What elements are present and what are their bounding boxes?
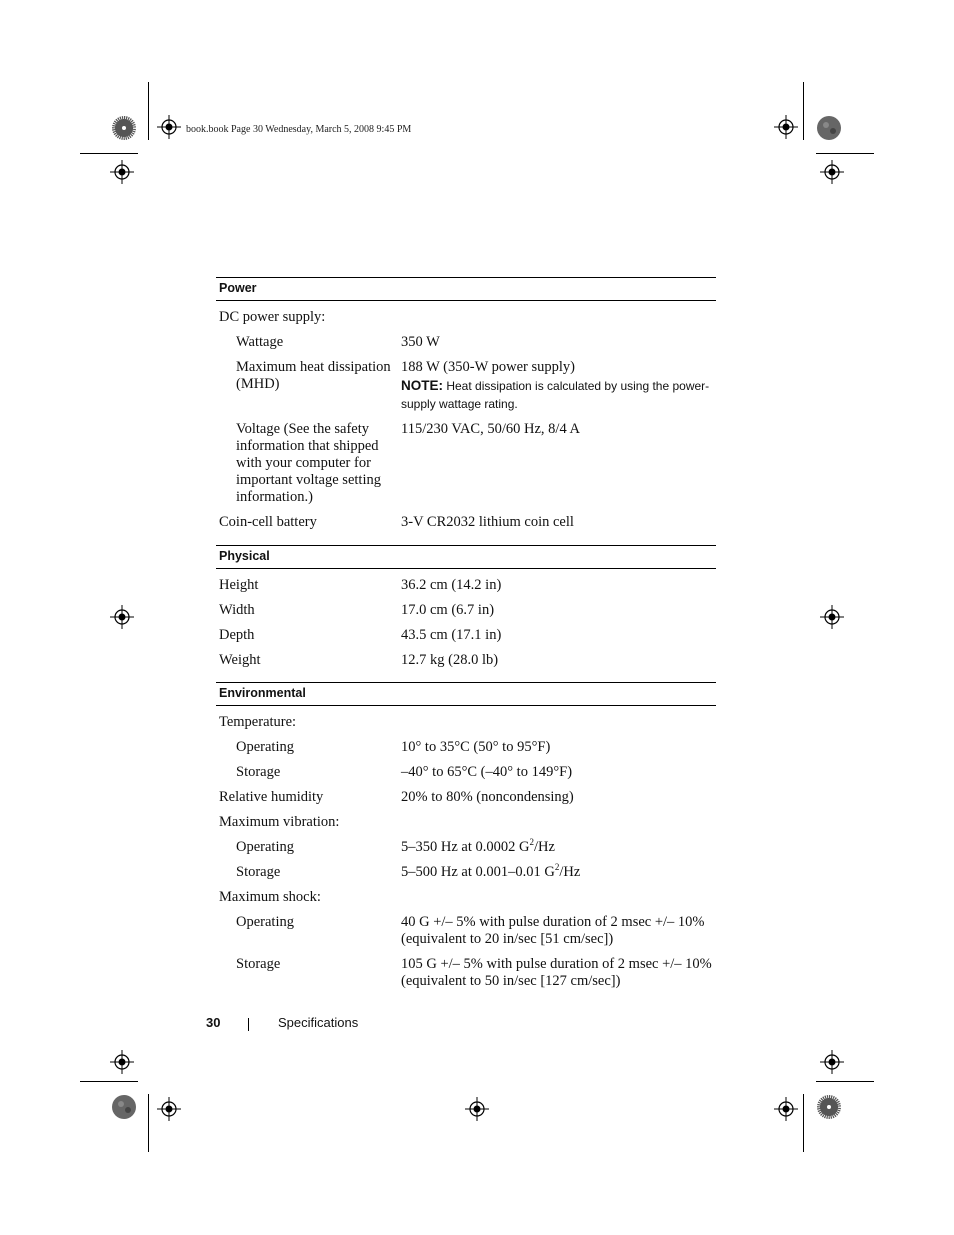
registration-mark-icon [110,605,134,629]
power-section [216,277,716,531]
shock-label: Maximum shock: [219,889,321,905]
weight-value: 12.7 kg (28.0 lb) [401,652,499,668]
depth-label: Depth [219,627,255,643]
spec-row [216,627,716,644]
physical-section [216,545,716,669]
page-number: 30 [206,1015,221,1030]
temp-storage-value: –40° to 65°C (–40° to 149°F) [401,764,573,780]
power-heading: Power [216,277,716,301]
width-label: Width [219,602,255,618]
note-text: Heat dissipation is calculated by using the power-supply wattage rating. [401,379,710,411]
footer-divider [248,1018,249,1031]
voltage-label: Voltage (See the safety information that shipped with your computer for important voltage setting information.) [236,421,381,505]
shock-storage-label: Storage [236,956,281,972]
spec-row [216,839,716,856]
color-wheel-icon [816,1094,842,1120]
registration-mark-icon [774,1097,798,1121]
humidity-label: Relative humidity [219,789,324,805]
vib-storage-value: 5–500 Hz at 0.001–0.01 $G^2/Hz$ [401,862,581,880]
temp-operating-label: Operating [236,739,294,755]
registration-mark-icon [820,160,844,184]
environmental-heading: Environmental [216,682,716,706]
registration-mark-icon [465,1097,489,1121]
vib-operating-label: Operating [236,839,294,855]
spec-row [216,789,716,806]
spec-row [216,764,716,781]
registration-mark-icon [157,115,181,139]
mhd-value: 188 W (350-W power supply) [401,359,575,375]
spec-row [216,914,716,948]
width-value: 17.0 cm (6.7 in) [401,602,495,618]
humidity-value: 20% to 80% (noncondensing) [401,789,574,805]
footer-section-title: Specifications [278,1015,359,1030]
spec-row [216,889,716,906]
spec-row [216,359,716,413]
shock-operating-label: Operating [236,914,294,930]
registration-mark-icon [820,1050,844,1074]
spec-row [216,652,716,669]
color-wheel-icon [816,115,842,141]
temperature-label: Temperature: [219,714,297,730]
depth-value: 43.5 cm (17.1 in) [401,627,502,643]
spec-row [216,577,716,594]
height-label: Height [219,577,259,593]
temp-operating-value: 10° to 35°C (50° to 95°F) [401,739,551,755]
shock-storage-value: 105 G +/– 5% with pulse duration of 2 msec +/– 10% (equivalent to 50 in/sec [127 cm/sec]) [401,956,712,989]
wattage-label: Wattage [236,334,284,350]
voltage-value: 115/230 VAC, 50/60 Hz, 8/4 A [401,421,580,437]
shock-operating-value: 40 G +/– 5% with pulse duration of 2 msec +/– 10% (equivalent to 20 in/sec [51 cm/sec]) [401,914,705,947]
spec-row [216,421,716,506]
registration-mark-icon [110,1050,134,1074]
registration-mark-icon [820,605,844,629]
vib-operating-value: 5–350 Hz at 0.0002 $G^2/Hz$ [401,837,555,855]
registration-mark-icon [110,160,134,184]
registration-mark-icon [157,1097,181,1121]
battery-value: 3-V CR2032 lithium coin cell [401,514,574,530]
spec-row [216,309,716,326]
battery-label: Coin-cell battery [219,514,317,530]
spec-row [216,956,716,990]
physical-heading: Physical [216,545,716,569]
spec-row [216,602,716,619]
color-wheel-icon [111,1094,137,1120]
vibration-label: Maximum vibration: [219,814,340,830]
mhd-label: Maximum heat dissipation (MHD) [236,359,391,392]
environmental-section [216,682,716,990]
spec-row [216,334,716,351]
spec-row [216,514,716,531]
height-value: 36.2 cm (14.2 in) [401,577,502,593]
color-wheel-icon [111,115,137,141]
spec-row [216,864,716,881]
dc-power-label: DC power supply: [219,309,326,325]
weight-label: Weight [219,652,261,668]
registration-mark-icon [774,115,798,139]
slug-line: book.book Page 30 Wednesday, March 5, 2008 9:45 PM [186,124,412,135]
temp-storage-label: Storage [236,764,281,780]
vib-storage-label: Storage [236,864,281,880]
spec-row [216,814,716,831]
spec-row [216,714,716,731]
spec-row [216,739,716,756]
note [401,377,716,413]
wattage-value: 350 W [401,334,440,350]
note-label: NOTE: [401,378,443,393]
